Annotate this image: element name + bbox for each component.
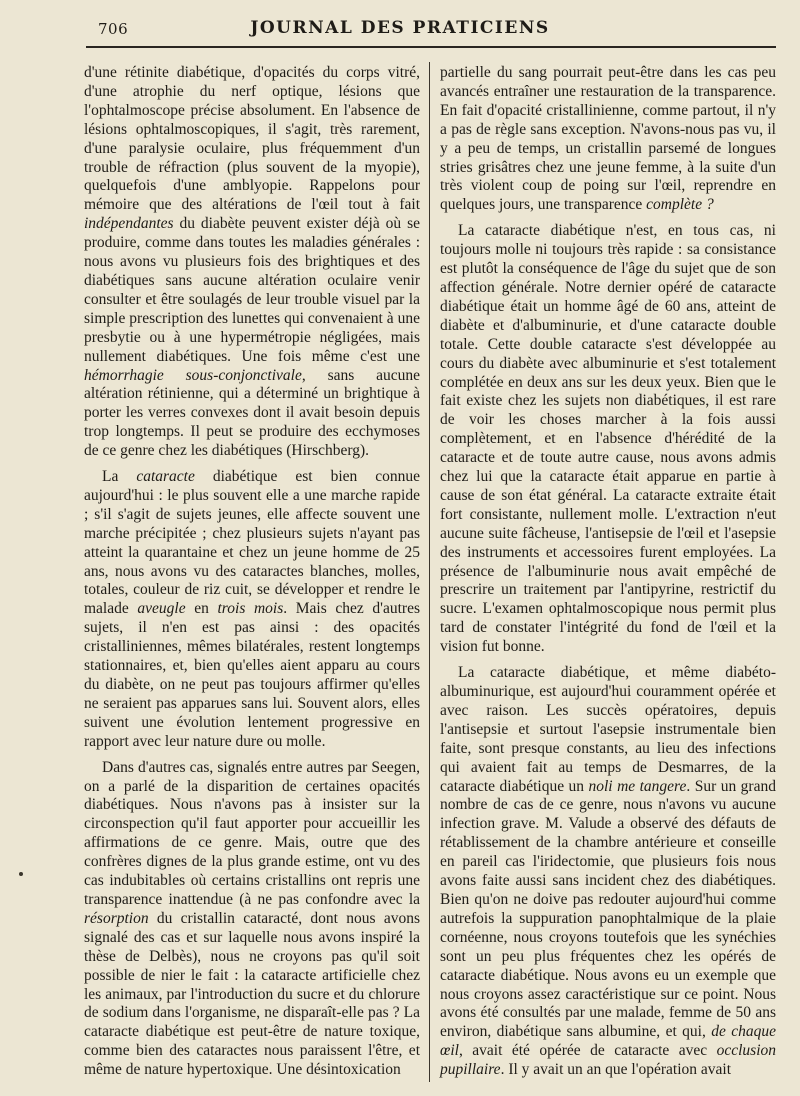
- paragraph: d'une rétinite diabétique, d'opacités du corps vitré, d'une atrophie du nerf optique, lésions que l'ophtalmoscope précise absolument. En l'absence de lésions ophtalmoscopiques, il s'agit, très rarement, d'une paralysie oculaire, plus fréquemment d'un trouble de réfraction (plus souvent de la myopie), quelquefois d'une amblyopie. Rappelons pour mémoire que des altérations de l'œil tout à fait indépendantes du diabète peuvent exister déjà où se produire, comme dans toutes les maladies générales : nous avons vu plusieurs fois des brightiques et des diabétiques sans aucune altération oculaire venir consulter et être soulagés de leur trouble visuel par la simple prescription des lunettes qui convenaient à une presbytie ou à une hypermétropie négligées, mais nullement diabétiques. Une fois même c'est une hémorrhagie sous-conjonctivale, sans aucune altération rétinienne, qui a déterminé un brightique à porter les verres convexes dont il avait besoin depuis trop longtemps. Il peut se produire des ecchymoses de ce genre chez les diabétiques (Hirschberg).: [84, 64, 420, 460]
- page-number: 706: [98, 20, 129, 38]
- ink-speck: [19, 872, 23, 876]
- paragraph: Dans d'autres cas, signalés entre autres par Seegen, on a parlé de la disparition de certaines opacités diabétiques. Nous n'avons pas à insister sur la circonspection qu'il faut apporter pour accueillir les affirmations de ce genre. Mais, outre que des confrères dignes de la plus grande estime, ont vu des cas indubitables où certains cristallins ont repris une transparence inattendue (à ne pas confondre avec la résorption du cristallin cataracté, dont nous avons signalé des cas et sur laquelle nous avons inspiré la thèse de Delbès), nous ne croyons pas qu'il soit possible de nier le fait : la cataracte artificielle chez les animaux, par l'introduction du sucre et du chlorure de sodium dans l'organisme, ne disparaît-elle pas ? La cataracte diabétique est peut-être de nature toxique, comme bien des cataractes nous paraissent l'être, et même de nature hypertoxique. Une désintoxication: [84, 758, 420, 1079]
- paragraph: partielle du sang pourrait peut-être dans les cas peu avancés entraîner une restauration de la transparence. En fait d'opacité cristallinienne, comme partout, il n'y a pas de règle sans exception. N'avons-nous pas vu, il y a peu de temps, un cristallin parsemé de longues stries grisâtres chez une jeune femme, à la suite d'un très violent coup de poing sur l'œil, reprendre en quelques jours, une transparence complète ?: [440, 64, 776, 214]
- paragraph: La cataracte diabétique est bien connue aujourd'hui : le plus souvent elle a une marche rapide ; s'il s'agit de sujets jeunes, elle affecte souvent une marche précipitée ; chez plusieurs sujets n'ayant pas atteint la quarantaine et chez un jeune homme de 25 ans, nous avons vu des cataractes blanches, molles, totales, couleur de riz cuit, se développer et rendre le malade aveugle en trois mois. Mais chez d'autres sujets, il n'en est pas ainsi : des opacités cristalliniennes, mêmes bilatérales, restent longtemps stationnaires, et, bien qu'elles aient apparu au cours du diabète, on ne peut pas toujours affirmer qu'elles ne seraient pas apparues sans lui. Souvent alors, elles suivent une évolution lentement progressive en rapport avec leur nature dure ou molle.: [84, 468, 420, 750]
- column-divider: [429, 62, 430, 1082]
- left-column: [84, 64, 420, 1087]
- header-rule: [86, 46, 776, 48]
- page-header: [0, 18, 800, 46]
- paragraph: La cataracte diabétique n'est, en tous cas, ni toujours molle ni toujours très rapide : sa consistance est plutôt la conséquence de l'âge du sujet que de son affection générale. Notre dernier opéré de cataracte diabétique était un homme âgé de 60 ans, atteint de diabète et d'albuminurie, et d'une cataracte double totale. Cette double cataracte s'est développée au cours du diabète avec albuminurie et s'est totalement complétée en deux ans sur les deux yeux. Bien que le fait existe chez les sujets non diabétiques, il est rare de voir les choses marcher à la fois aussi complètement, et en l'absence d'hérédité de la cataracte et de toute autre cause, nous avons admis chez lui que la cataracte était apparue en partie à cause de son état général. La cataracte extraite était fort consistante, nullement molle. L'extraction n'eut aucune suite fâcheuse, l'antisepsie de l'œil et l'asepsie des instruments et accessoires furent employées. La présence de l'albuminurie nous avait empêché de prescrire un traitement par l'antipyrine, restrictif du sucre. L'examen ophtalmoscopique nous permit plus tard de constater l'intégrité du fond de l'œil et la vision fut bonne.: [440, 222, 776, 656]
- right-column: [440, 64, 776, 1087]
- journal-title: JOURNAL DES PRATICIENS: [250, 18, 550, 38]
- paragraph: La cataracte diabétique, et même diabéto-albuminurique, est aujourd'hui couramment opérée et avec raison. Les succès opératoires, depuis l'antisepsie et surtout l'asepsie instrumentale bien faite, sont presque constants, au lieu des infections qui avaient fait au temps de Desmarres, de la cataracte diabétique un noli me tangere. Sur un grand nombre de cas de ce genre, nous n'avons vu aucune infection grave. M. Valude a observé des défauts de rétablissement de la chambre antérieure et conseille en pareil cas l'iridectomie, que plusieurs fois nous avons faite aussi sans incident chez des diabétiques. Bien qu'on ne doive pas redouter aujourd'hui comme autrefois la suppuration panophtalmique de la plaie cornéenne, nous croyons toutefois que les synéchies sont un peu plus fréquentes chez les opérés de cataracte diabétique. Nous avons eu un exemple que nous croyons assez caractéristique sur ce point. Nous avons été consultés par une malade, femme de 50 ans environ, diabétique sans albumine, et qui, de chaque œil, avait été opérée de cataracte avec occlusion pupillaire. Il y avait un an que l'opération avait: [440, 664, 776, 1079]
